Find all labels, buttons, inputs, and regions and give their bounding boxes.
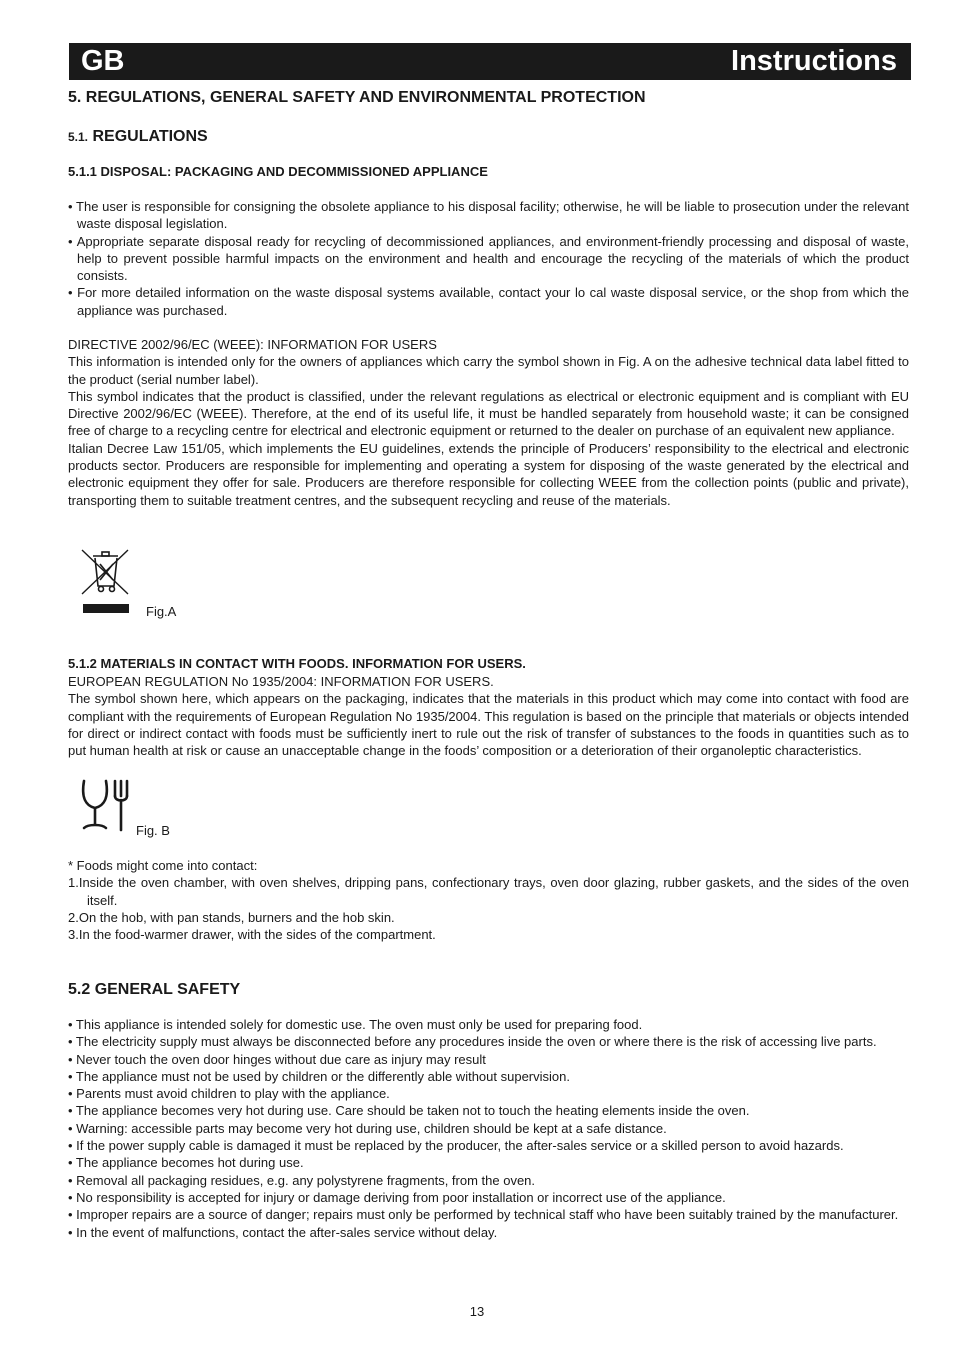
disposal-bullet-list (68, 198, 909, 319)
weee-paragraph: Italian Decree Law 151/05, which implements the EU guidelines, extends the principle of Producers’ responsibility to the electrical and electronic products sector. Producers are responsible for implementing and operating a system for disposing of the waste generated by the electrical and electronic equipment they offer for sale. Producers are therefore responsible for collecting WEEE from the collection points (public and private), transporting them to suitable treatment centres, and the subsequent recycling and reuse of the materials. (68, 440, 909, 508)
list-item: • Appropriate separate disposal ready for recycling of decommissioned appliances, and environment-friendly processing and disposal of waste, help to prevent possible harmful impacts on the environment and health and encourage the recycling of the materials of which the product consists. (68, 233, 909, 284)
list-item: • The appliance must not be used by children or the differently able without supervision. (68, 1068, 570, 1084)
list-item: • If the power supply cable is damaged it must be replaced by the producer, the after-sales service or a skilled person to avoid hazards. (68, 1138, 844, 1154)
list-item: • The appliance becomes very hot during use. Care should be taken not to touch the heating elements inside the oven. (68, 1103, 750, 1119)
section-5-2-title: 5.2 GENERAL SAFETY (68, 981, 241, 998)
list-item: 2.On the hob, with pan stands, burners and the hob skin. (68, 909, 395, 925)
eu-regulation-block (68, 673, 909, 759)
language-code: GB (81, 45, 125, 77)
list-item: • Never touch the oven door hinges without due care as injury may result (68, 1051, 486, 1067)
list-item: • Warning: accessible parts may become very hot during use, children should be kept at a safe distance. (68, 1120, 667, 1136)
page-header-bar (69, 43, 911, 80)
weee-heading: DIRECTIVE 2002/96/EC (WEEE): INFORMATION FOR USERS (68, 337, 437, 352)
section-5-1-2-title: 5.1.2 MATERIALS IN CONTACT WITH FOODS. INFORMATION FOR USERS. (68, 656, 526, 671)
eu-regulation-heading: EUROPEAN REGULATION No 1935/2004: INFORMATION FOR USERS. (68, 674, 494, 689)
section-5-1-number: 5.1. (68, 130, 89, 144)
glass-and-fork-icon (78, 778, 136, 834)
weee-paragraph: This symbol indicates that the product is classified, under the relevant regulations as electrical or electronic equipment and is compliant with EU Directive 2002/96/EC (WEEE). Therefore, at the end of its useful life, it must be handled separately from household waste; it can be consigned free of charge to a recycling centre for electrical and electronic equipment or returned to the dealer on purchase of an equivalent new appliance. (68, 388, 909, 439)
list-item: • Parents must avoid children to play with the appliance. (68, 1086, 390, 1102)
section-5-1-title (68, 128, 909, 146)
weee-block (68, 336, 909, 509)
list-item: • This appliance is intended solely for domestic use. The oven must only be used for preparing food. (68, 1017, 643, 1032)
fig-a-label: Fig.A (146, 604, 177, 619)
fig-b-label: Fig. B (136, 823, 170, 838)
foods-intro: * Foods might come into contact: (68, 858, 258, 873)
list-item: • Improper repairs are a source of danger; repairs must only be performed by technical staff who have been suitably trained by the manufacturer. (68, 1207, 899, 1223)
eu-regulation-paragraph: The symbol shown here, which appears on the packaging, indicates that the materials in this product which may come into contact with food are compliant with the requirements of European Regulation No 1935/2004. This regulation is based on the principle that materials or objects intended for direct or indirect contact with foods must be sufficiently inert to rule out the risk of transfer of substances to the foods in quantities such as to put human health at risk or cause an unacceptable change in the foods’ composition or a deterioration of their organoleptic characteristics. (68, 691, 909, 759)
section-5-title: 5. REGULATIONS, GENERAL SAFETY AND ENVIRONMENTAL PROTECTION (68, 89, 646, 106)
section-5-1-label: REGULATIONS (92, 128, 208, 145)
crossed-out-bin-icon (78, 546, 134, 616)
list-item: • The user is responsible for consigning the obsolete appliance to his disposal facility; otherwise, he will be liable to prosecution under the relevant waste disposal legislation. (68, 199, 909, 232)
list-item: • The electricity supply must always be disconnected before any procedures inside the oven or where there is the risk of accessing live parts. (68, 1034, 877, 1050)
general-safety-list (68, 1016, 909, 1241)
weee-paragraph: This information is intended only for the owners of appliances which carry the symbol shown in Fig. A on the adhesive technical data label fitted to the product (serial number label). (68, 354, 909, 387)
page-number: 13 (469, 1304, 485, 1319)
list-item: • No responsibility is accepted for injury or damage deriving from poor installation or incorrect use of the appliance. (68, 1189, 726, 1205)
list-item: • The appliance becomes hot during use. (68, 1155, 304, 1171)
list-item: • For more detailed information on the waste disposal systems available, contact your lo cal waste disposal service, or the shop from which the appliance was purchased. (68, 285, 909, 318)
section-5-1-1-title: 5.1.1 DISPOSAL: PACKAGING AND DECOMMISSIONED APPLIANCE (68, 164, 488, 179)
list-item: • Removal all packaging residues, e.g. any polystyrene fragments, from the oven. (68, 1172, 536, 1188)
list-item: 1.Inside the oven chamber, with oven shelves, dripping pans, confectionary trays, oven door glazing, rubber gaskets, and the sides of the oven itself. (68, 875, 909, 908)
list-item: • In the event of malfunctions, contact the after-sales service without delay. (68, 1224, 498, 1240)
list-item: 3.In the food-warmer drawer, with the sides of the compartment. (68, 927, 436, 943)
foods-contact-list (68, 857, 909, 943)
header-title: Instructions (731, 45, 897, 77)
